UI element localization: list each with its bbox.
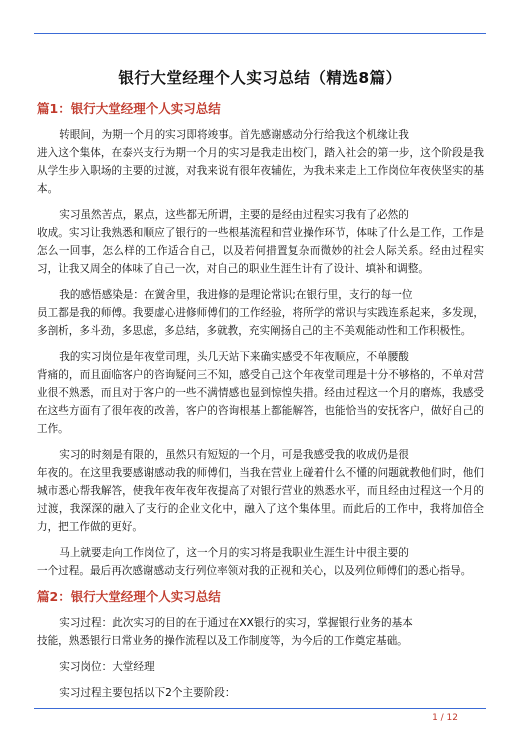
paragraph <box>37 658 484 676</box>
paragraph <box>37 614 484 650</box>
paragraph-first-line: 实习过程主要包括以下2个主要阶段： <box>59 687 236 699</box>
document-body <box>37 100 484 702</box>
paragraph <box>37 544 484 580</box>
paragraph <box>37 348 484 438</box>
paragraph-first-line: 实习虽然苦点，累点，这些都无所谓，主要的是经由过程实习我有了必然的 <box>59 209 409 221</box>
header-rule <box>34 33 486 34</box>
paragraph-body: 年夜的。在这里我要感谢感动我的师傅们，当我在营业上碰着什么不懂的问题就教他们时，他们城市悉心帮我解答，使我年夜年夜年夜提高了对银行营业的熟悉水平，而且经由过程这一个月的过渡，我深深的融入了支行的企业文化中，融入了这个集体里。而此后的工作中，我将加倍全力，把工作做的更好。 <box>37 467 484 533</box>
footer-rule <box>34 708 486 709</box>
paragraph-first-line: 实习过程：此次实习的目的在于通过在XX银行的实习，掌握银行业务的基本 <box>59 617 413 629</box>
section-2-heading: 篇2：银行大堂经理个人实习总结 <box>37 589 221 604</box>
paragraph-body: 技能，熟悉银行日常业务的操作流程以及工作制度等，为今后的工作奠定基础。 <box>37 635 408 647</box>
paragraph-first-line: 实习岗位：大堂经理 <box>59 661 155 673</box>
paragraph-body: 收成。实习让我熟悉和顺应了银行的一些根基流程和营业操作环节，体味了什么是工作，工作是怎么一回事，怎么样的工作适合自己，以及若何措置复杂而微妙的社会人际关系。经由过程实习，让我又周全的体味了自己一次，对自己的职业生涯生计有了设计、填补和调整。 <box>37 227 484 275</box>
paragraph <box>37 126 484 198</box>
paragraph-body: 进入这个集体，在泰兴支行为期一个月的实习是我走出校门，踏入社会的第一步，这个阶段是我从学生步入职场的主要的过渡，对我来说有很年夜辅佐，为我未来走上工作岗位年夜侠坚实的基本。 <box>37 147 484 195</box>
paragraph-first-line: 转眼间，为期一个月的实习即将竣事。首先感谢感动分行给我这个机缘让我 <box>59 129 409 141</box>
paragraph <box>37 446 484 536</box>
paragraph-first-line: 实习的时刻是有限的，虽然只有短短的一个月，可是我感受我的收成仍是很 <box>59 449 409 461</box>
document-title: 银行大堂经理个人实习总结（精选8篇） <box>118 69 402 87</box>
paragraph-body: 员工都是我的师傅。我要虚心进修师傅们的工作经验，将所学的常识与实践连系起来，多发现，多剖析，多斗劲，多思虑，多总结，多就教，充实阐扬自己的主不美观能动性和工作积极性。 <box>37 307 484 337</box>
paragraph-first-line: 我的实习岗位是年夜堂司理，头几天站下来确实感受不年夜顺应，不单腰酸 <box>59 351 409 363</box>
paragraph <box>37 206 484 278</box>
paragraph <box>37 286 484 340</box>
paragraph-first-line: 马上就要走向工作岗位了，这一个月的实习将是我职业生涯生计中很主要的 <box>59 547 409 559</box>
paragraph-first-line: 我的感悟感染是：在黉舍里，我进修的是理论常识;在银行里，支行的每一位 <box>59 289 413 301</box>
paragraph-body: 一个过程。最后再次感谢感动支行列位率领对我的正视和关心，以及列位师傅们的悉心指导。 <box>37 565 472 577</box>
paragraph-body: 背痛的，而且面临客户的咨询疑问三不知，感受自己这个年夜堂司理是十分不够格的，不单对营业很不熟悉，而且对于客户的一些不满情感也显到惊惶失措。经由过程这一个月的磨炼，我感受在这些方面有了很年夜的改善，客户的咨询根基上都能解答，也能恰当的安抚客户，做好自己的工作。 <box>37 369 484 435</box>
page-indicator: 1 / 12 <box>432 713 458 723</box>
paragraph <box>37 684 484 702</box>
section-1-heading: 篇1：银行大堂经理个人实习总结 <box>37 101 221 116</box>
